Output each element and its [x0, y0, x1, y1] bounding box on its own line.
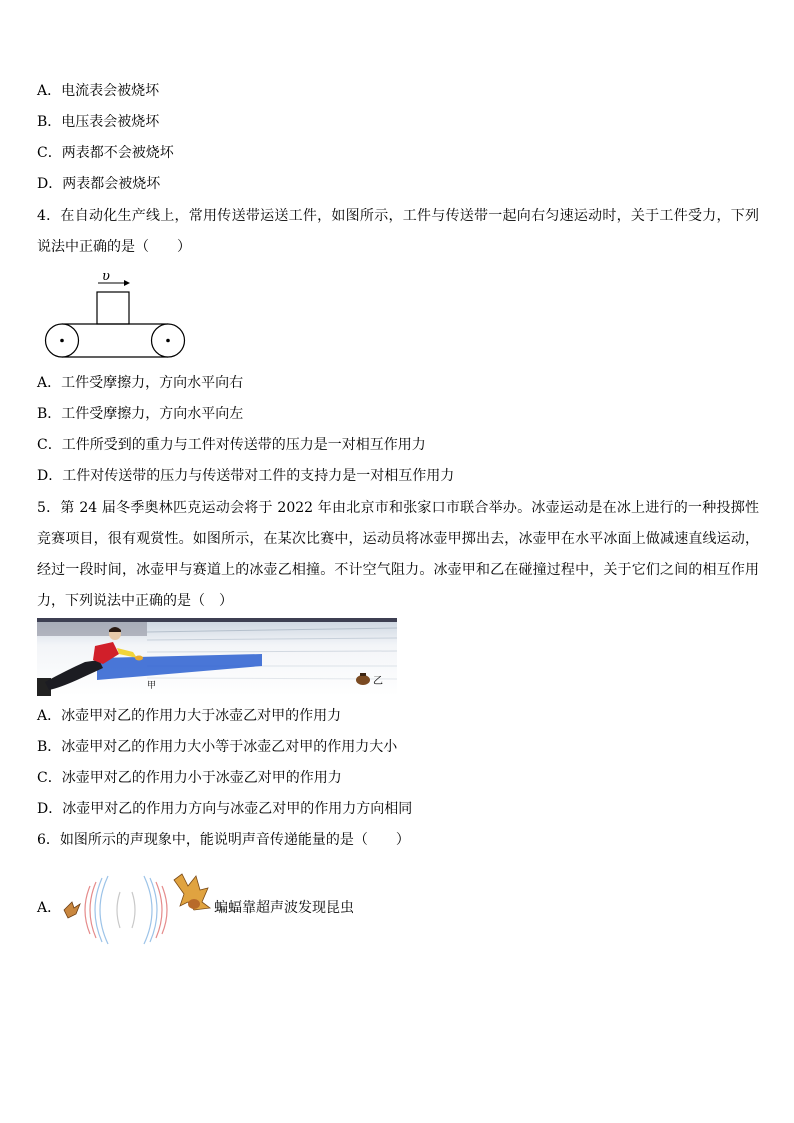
conveyor-belt-figure: [40, 266, 192, 362]
curling-stone-yi: [356, 675, 370, 685]
velocity-arrowhead: [124, 280, 130, 286]
q6-option-a-letter: A．: [37, 900, 62, 916]
insect-icon: [64, 902, 80, 918]
q4-option-c: C．工件所受到的重力与工件对传送带的压力是一对相互作用力: [37, 437, 426, 453]
q6-option-a-caption: 蝙蝠靠超声波发现昆虫: [214, 900, 354, 916]
q4-option-b: B．工件受摩擦力，方向水平向左: [37, 406, 244, 422]
q4-stem: 4．在自动化生产线上，常用传送带运送工件，如图所示，工件与传送带一起向右匀速运动时，关于工件受力，下列说法中正确的是（ ）: [37, 208, 759, 255]
curling-stone-jia: [135, 656, 143, 661]
crowd-area: [37, 622, 147, 636]
q5-option-b: B．冰壶甲对乙的作用力大小等于冰壶乙对甲的作用力大小: [37, 739, 398, 755]
q4-option-d: D．工件对传送带的压力与传送带对工件的支持力是一对相互作用力: [37, 468, 455, 484]
left-roller-axle: [60, 339, 64, 343]
q5-option-a: A．冰壶甲对乙的作用力大于冰壶乙对甲的作用力: [37, 708, 342, 724]
curling-photo: [37, 618, 397, 696]
bat-body: [188, 899, 200, 909]
q5-stem: 5．第 24 届冬季奥林匹克运动会将于 2022 年由北京市和张家口市联合举办。冰壶运动是在冰上进行的一种投掷性竞赛项目，很有观赏性。如图所示，在某次比赛中，运动员将冰壶甲掷出去，冰壶甲在水平冰面上做减速直线运动，经过一段时间，冰壶甲与赛道上的冰壶乙相撞。不计空气阻力。冰壶甲和乙在碰撞过程中，关于它们之间的相互作用力，下列说法中正确的是（ ）: [37, 500, 759, 609]
q5-option-c: C．冰壶甲对乙的作用力小于冰壶乙对甲的作用力: [37, 770, 342, 786]
q4-option-a: A．工件受摩擦力，方向水平向右: [37, 375, 244, 391]
q3-option-d: D．两表都会被烧坏: [37, 176, 161, 192]
arena-wall: [37, 618, 397, 622]
velocity-label: υ: [102, 269, 110, 284]
bat-ultrasound-figure: [62, 872, 214, 948]
sound-waves: [85, 876, 167, 944]
q3-option-a: A．电流表会被烧坏: [37, 83, 160, 99]
right-roller-axle: [166, 339, 170, 343]
q5-option-d: D．冰壶甲对乙的作用力方向与冰壶乙对甲的作用力方向相同: [37, 801, 413, 817]
workpiece-block: [97, 292, 129, 324]
q3-option-c: C．两表都不会被烧坏: [37, 145, 174, 161]
label-jia: 甲: [147, 681, 157, 691]
q3-option-b: B．电压表会被烧坏: [37, 114, 160, 130]
q6-stem: 6．如图所示的声现象中，能说明声音传递能量的是（ ）: [37, 832, 410, 848]
curling-stone-yi-handle: [360, 673, 366, 676]
label-yi: 乙: [373, 676, 383, 687]
